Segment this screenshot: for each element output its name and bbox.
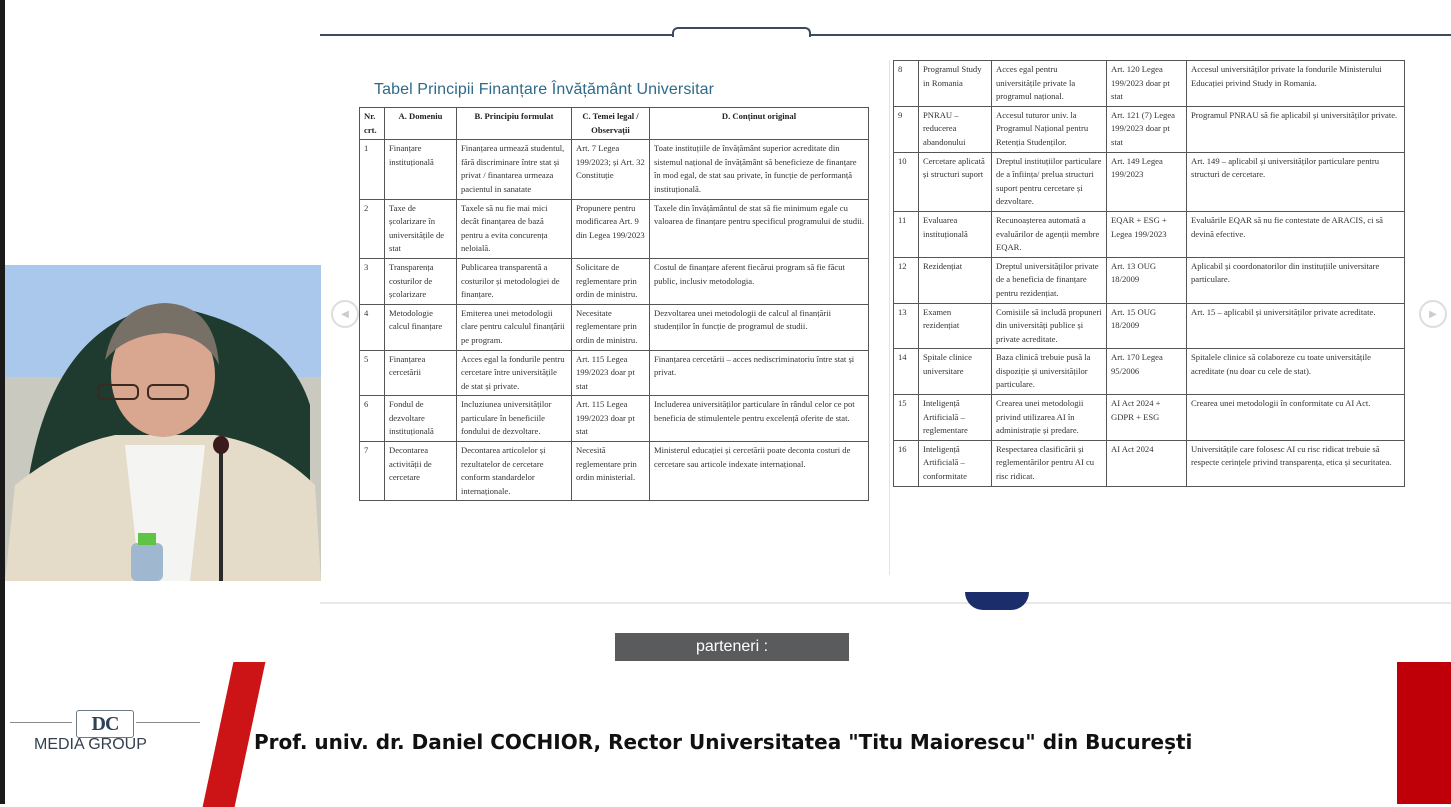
cell-c: Art. 115 Legea 199/2023 doar pt stat (572, 396, 650, 442)
cell-d: Crearea unei metodologii în conformitate cu AI Act. (1187, 395, 1405, 441)
cell-nr: 7 (360, 442, 385, 501)
cell-nr: 1 (360, 140, 385, 199)
cell-b: Accesul tuturor univ. la Programul Național pentru Retenția Studenților. (992, 106, 1107, 152)
cell-nr: 8 (894, 61, 919, 107)
cell-a: Transparența costurilor de școlarizare (385, 258, 457, 304)
cell-b: Dreptul instituțiilor particulare de a înființa/ prelua structuri suport pentru cercetare și dezvoltare. (992, 152, 1107, 211)
cell-d: Dezvoltarea unei metodologii de calcul al finanțării studenților în funcție de programul de studii. (650, 304, 869, 350)
cell-a: Examen rezidențiat (919, 303, 992, 349)
bottom-divider (320, 602, 1451, 604)
cell-b: Publicarea transparentă a costurilor și metodologiei de finanțare. (457, 258, 572, 304)
cell-a: Programul Study in Romania (919, 61, 992, 107)
cell-b: Emiterea unei metodologii clare pentru calculul finanțării pe program. (457, 304, 572, 350)
cell-a: Fondul de dezvoltare instituțională (385, 396, 457, 442)
column-divider (889, 60, 890, 575)
cell-a: Rezidențiat (919, 257, 992, 303)
cell-b: Incluziunea universităților particulare în beneficiile fondului de dezvoltare. (457, 396, 572, 442)
table-row (894, 303, 1405, 349)
cell-nr: 6 (360, 396, 385, 442)
cell-c: Necesitate reglementare prin ordin de ministru. (572, 304, 650, 350)
logo-line-left (10, 722, 72, 723)
cell-c: Necesită reglementare prin ordin ministerial. (572, 442, 650, 501)
cell-c: Art. 121 (7) Legea 199/2023 doar pt stat (1107, 106, 1187, 152)
top-divider (320, 34, 1451, 36)
table-row (894, 152, 1405, 211)
partners-label: parteneri : (615, 633, 849, 661)
cell-a: Spitale clinice universitare (919, 349, 992, 395)
cell-nr: 4 (360, 304, 385, 350)
cell-b: Taxele să nu fie mai mici decât finanțarea de bază pentru a evita concurența neloială. (457, 199, 572, 258)
cell-a: Cercetare aplicată și structuri suport (919, 152, 992, 211)
cell-d: Ministerul educației și cercetării poate deconta costuri de cercetare sau articole indexate internațional. (650, 442, 869, 501)
cell-nr: 11 (894, 211, 919, 257)
cell-nr: 9 (894, 106, 919, 152)
logo-line-right (136, 722, 200, 723)
cell-c: Art. 170 Legea 95/2006 (1107, 349, 1187, 395)
cell-c: EQAR + ESG + Legea 199/2023 (1107, 211, 1187, 257)
cell-nr: 10 (894, 152, 919, 211)
table-row (360, 304, 869, 350)
cell-a: Taxe de școlarizare în universitățile de stat (385, 199, 457, 258)
cell-c: Art. 120 Legea 199/2023 doar pt stat (1107, 61, 1187, 107)
idc-logo-mark (76, 710, 134, 738)
cell-b: Baza clinică trebuie pusă la dispoziție și universităților particulare. (992, 349, 1107, 395)
header-continut: D. Conținut original (650, 108, 869, 140)
cell-nr: 3 (360, 258, 385, 304)
cell-b: Comisiile să includă propuneri din universități publice și private acreditate. (992, 303, 1107, 349)
table-row (360, 442, 869, 501)
speaker-video-frame (5, 265, 321, 581)
table-row (894, 395, 1405, 441)
cell-d: Toate instituțiile de învățământ superior acreditate din sistemul național de învățământ să beneficieze de finanțare în mod egal, de stat sau private, în funcție de performanță instituțională. (650, 140, 869, 199)
cell-a: Evaluarea instituțională (919, 211, 992, 257)
table-row (894, 440, 1405, 486)
cell-d: Art. 149 – aplicabil și universităților particulare pentru structuri de cercetare. (1187, 152, 1405, 211)
partner-logo-partial (965, 592, 1029, 610)
cell-c: Solicitare de reglementare prin ordin de ministru. (572, 258, 650, 304)
cell-a: Inteligență Artificială – reglementare (919, 395, 992, 441)
cell-a: Finanțare instituțională (385, 140, 457, 199)
header-temei: C. Temei legal / Observații (572, 108, 650, 140)
logo-text: MEDIA GROUP (34, 736, 147, 753)
slide-title: Tabel Principii Finanțare Învățământ Universitar (374, 81, 715, 98)
cell-c: Art. 13 OUG 18/2009 (1107, 257, 1187, 303)
cell-nr: 12 (894, 257, 919, 303)
table-row (360, 199, 869, 258)
play-right-icon: ▶ (1429, 308, 1437, 320)
cell-a: PNRAU – reducerea abandonului (919, 106, 992, 152)
cell-d: Costul de finanțare aferent fiecărui program să fie făcut public, inclusiv metodologia. (650, 258, 869, 304)
cell-nr: 13 (894, 303, 919, 349)
red-block-decoration (1397, 662, 1451, 804)
cell-b: Recunoașterea automată a evaluărilor de agenții membre EQAR. (992, 211, 1107, 257)
cell-b: Dreptul universităților private de a beneficia de finanțare pentru rezidențiat. (992, 257, 1107, 303)
cell-c: Art. 115 Legea 199/2023 doar pt stat (572, 350, 650, 396)
cell-b: Decontarea articolelor și rezultatelor de cercetare conform standardelor internaționale. (457, 442, 572, 501)
next-slide-button[interactable] (1419, 300, 1447, 328)
cell-d: Finanțarea cercetării – acces nediscriminatoriu între stat și privat. (650, 350, 869, 396)
cell-c: Propunere pentru modificarea Art. 9 din Legea 199/2023 (572, 199, 650, 258)
top-tab-handle[interactable] (672, 27, 811, 37)
cell-d: Programul PNRAU să fie aplicabil și universităților private. (1187, 106, 1405, 152)
cell-b: Crearea unei metodologii privind utilizarea AI în administrație și predare. (992, 395, 1107, 441)
cell-nr: 15 (894, 395, 919, 441)
header-nr: Nr. crt. (360, 108, 385, 140)
cell-c: Art. 7 Legea 199/2023; și Art. 32 Constituție (572, 140, 650, 199)
prev-slide-button[interactable] (331, 300, 359, 328)
cell-b: Acces egal la fondurile pentru cercetare între universitățile de stat și private. (457, 350, 572, 396)
cell-b: Acces egal pentru universitățile private la programul național. (992, 61, 1107, 107)
logo-letters: DC (91, 712, 119, 735)
table-row (360, 140, 869, 199)
cell-a: Finanțarea cercetării (385, 350, 457, 396)
table-row (894, 106, 1405, 152)
table-row (360, 350, 869, 396)
table-row (894, 61, 1405, 107)
cell-c: Art. 149 Legea 199/2023 (1107, 152, 1187, 211)
speaker-video (5, 265, 321, 581)
table-row (894, 257, 1405, 303)
cell-a: Inteligență Artificială – conformitate (919, 440, 992, 486)
cell-nr: 2 (360, 199, 385, 258)
cell-d: Spitalele clinice să colaboreze cu toate universitățile acreditate (nu doar cu cele de stat). (1187, 349, 1405, 395)
cell-nr: 14 (894, 349, 919, 395)
speaker-caption: Prof. univ. dr. Daniel COCHIOR, Rector Universitatea "Titu Maiorescu" din București (254, 730, 1193, 754)
principles-table-left (359, 107, 869, 501)
header-domeniu: A. Domeniu (385, 108, 457, 140)
cell-d: Evaluările EQAR să nu fie contestate de ARACIS, ci să devină efective. (1187, 211, 1405, 257)
cell-c: AI Act 2024 (1107, 440, 1187, 486)
cell-d: Accesul universităților private la fondurile Ministerului Educației privind Study in Romania. (1187, 61, 1405, 107)
cell-c: Art. 15 OUG 18/2009 (1107, 303, 1187, 349)
table-row (360, 396, 869, 442)
table-header-row (360, 108, 869, 140)
table-row (894, 211, 1405, 257)
cell-b: Finanțarea urmează studentul, fără discriminare între stat și privat / finantarea urmeaza pacientul in sanatate (457, 140, 572, 199)
cell-a: Decontarea activității de cercetare (385, 442, 457, 501)
chevron-left-icon: ◀ (341, 308, 349, 320)
cell-nr: 16 (894, 440, 919, 486)
cell-d: Taxele din învățământul de stat să fie minimum egale cu valoarea de finanțare pentru specificul programului de studii. (650, 199, 869, 258)
table-row (894, 349, 1405, 395)
header-principiu: B. Principiu formulat (457, 108, 572, 140)
cell-c: AI Act 2024 + GDPR + ESG (1107, 395, 1187, 441)
cell-d: Aplicabil și coordonatorilor din instituțiile universitare particulare. (1187, 257, 1405, 303)
cell-d: Art. 15 – aplicabil și universităților private acreditate. (1187, 303, 1405, 349)
principles-table-right (893, 60, 1405, 487)
cell-nr: 5 (360, 350, 385, 396)
table-row (360, 258, 869, 304)
cell-d: Includerea universităților particulare în rândul celor ce pot beneficia de stimulentele pentru excelență oferite de stat. (650, 396, 869, 442)
cell-b: Respectarea clasificării și reglementărilor pentru AI cu risc ridicat. (992, 440, 1107, 486)
cell-d: Universitățile care folosesc AI cu risc ridicat trebuie să respecte cerințele privind transparența, etica și securitatea. (1187, 440, 1405, 486)
cell-a: Metodologie calcul finanțare (385, 304, 457, 350)
